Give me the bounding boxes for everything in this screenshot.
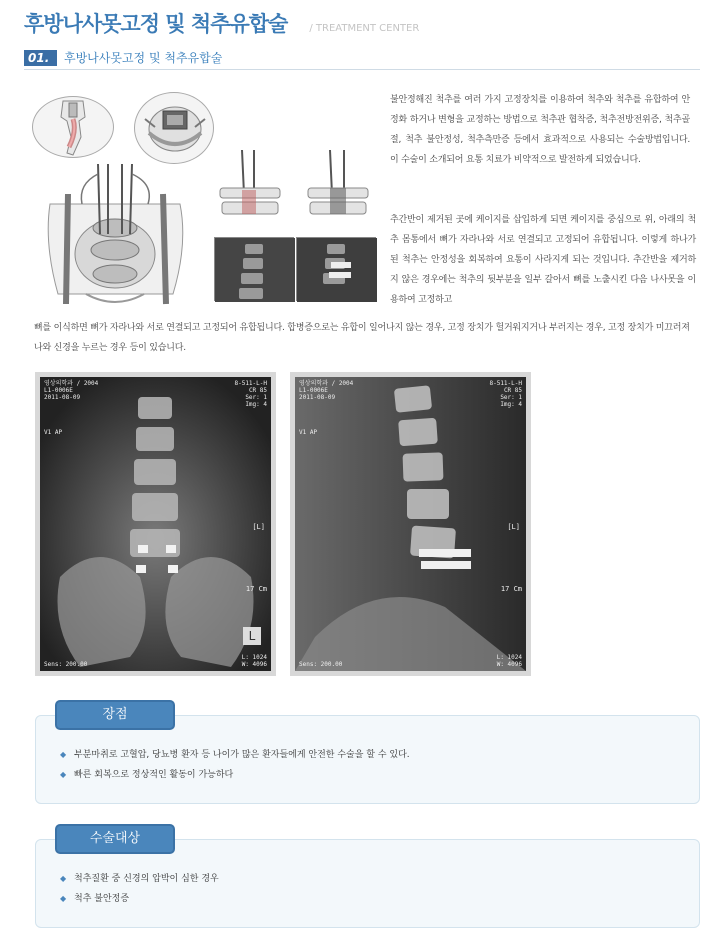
xray-right-meta-1: 영상의학과 / 2004: [299, 380, 354, 387]
bullet-icon: ◆: [60, 750, 67, 759]
screw-insertion-illustration-2: [302, 150, 374, 220]
xray-right-meta-6: Ser: 1: [500, 394, 522, 401]
indications-list: [58, 869, 219, 909]
vertebra-closeup-illustration-2: [134, 92, 214, 164]
list-item: [58, 745, 410, 765]
xray-right-footer-right-2: W: 4096: [496, 661, 522, 668]
page-title: 후방나사못고정 및 척추유합술: [24, 12, 288, 36]
cage-paragraph-end: 뼈를 이식하면 뼈가 자라나와 서로 연결되고 고정되어 유합됩니다. 합병증으로는 유합이 일어나지 않는 경우, 고정 장치가 헐거워지거나 부러지는 경우, 고정 장치가 미끄러져 나와 신경을 누르는 경우 등이 있습니다.: [34, 323, 690, 353]
page-subtitle: / TREATMENT CENTER: [309, 23, 420, 34]
xray-left-side-label: [L]: [252, 523, 265, 531]
xray-right-footer-left: Sens: 200.00: [299, 661, 343, 668]
xray-right-meta-7: Img: 4: [500, 401, 522, 408]
indication-text-2: 척추 불안정증: [74, 894, 130, 904]
xray-right-meta-2: L1-0006E: [299, 387, 328, 394]
xray-left-scale-label: 17 Cm: [245, 585, 267, 593]
xray-right-meta-3: 2011-08-09: [299, 394, 336, 401]
xray-left-meta-4: 8-511-L-H: [234, 380, 267, 387]
surgery-field-illustration: [38, 164, 193, 314]
section-header: [24, 48, 700, 70]
xray-right-footer-right-1: L: 1024: [496, 654, 522, 661]
xray-left-meta-3: 2011-08-09: [44, 394, 81, 401]
xray-left-meta-1: 영상의학과 / 2004: [44, 380, 99, 387]
xray-left-view-label: V1 AP: [44, 429, 63, 436]
xray-right-view-label: V1 AP: [299, 429, 318, 436]
xray-left-footer-right-2: W: 4096: [241, 661, 267, 668]
xray-right-meta-5: CR 85: [503, 387, 522, 394]
screw-insertion-illustration-1: [214, 150, 286, 220]
advantages-list: [58, 745, 410, 785]
xray-left-meta-5: CR 85: [248, 387, 267, 394]
page-header: [24, 8, 419, 38]
indication-text-1: 척추질환 중 신경의 압박이 심한 경우: [74, 874, 219, 884]
xray-left-side-marker: L: [243, 627, 261, 645]
xray-thumbnail-1: [214, 237, 294, 301]
bullet-icon: ◆: [60, 874, 67, 883]
xray-ap-view: [35, 372, 276, 676]
intro-paragraph: 불안정해진 척추를 여러 가지 고정장치를 이용하여 척추와 척추를 유합하여 안정화 하거나 변형을 교정하는 방법으로 척추관 협착증, 척추전방전위증, 척추골절, 척추 불안정성, 척추측만증 등에서 효과적으로 사용되는 수술방법입니다. 이 수술이 소개되어 요통 치료가 비약적으로 발전하게 되었습니다.: [390, 95, 690, 165]
advantage-text-2: 빠른 회복으로 정상적인 활동이 가능하다: [74, 770, 234, 780]
section-number: 01.: [24, 50, 57, 66]
xray-right-scale-label: 17 Cm: [500, 585, 522, 593]
advantage-text-1: 부분마취로 고혈압, 당뇨병 환자 등 나이가 많은 환자들에게 안전한 수술을 할 수 있다.: [74, 750, 410, 760]
xray-right-side-label: [L]: [507, 523, 520, 531]
xray-left-meta-7: Img: 4: [245, 401, 267, 408]
xray-left-meta-2: L1-0006E: [44, 387, 73, 394]
xray-left-meta-6: Ser: 1: [245, 394, 267, 401]
bullet-icon: ◆: [60, 770, 67, 779]
xray-left-footer-left: Sens: 200.00: [44, 661, 88, 668]
indications-label: 수술대상: [55, 824, 175, 854]
bullet-icon: ◆: [60, 894, 67, 903]
xray-right-meta-4: 8-511-L-H: [489, 380, 522, 387]
xray-left-footer-right-1: L: 1024: [241, 654, 267, 661]
xray-thumbnail-2: [296, 237, 376, 301]
vertebra-closeup-illustration-1: [32, 96, 114, 158]
advantages-label: 장점: [55, 700, 175, 730]
section-title: 후방나사못고정 및 척추유합술: [64, 51, 223, 65]
list-item: [58, 765, 410, 785]
list-item: [58, 889, 219, 909]
list-item: [58, 869, 219, 889]
cage-paragraph-start: 추간반이 제거된 곳에 케이지를 삽입하게 되면 케이지를 중심으로 위, 아래의 척추 몸통에서 뼈가 자라나와 서로 연결되고 고정되어 유합됩니다. 이렇게 하나가된 척추는 안정성을 회복하여 요통이 사라지게 되는 것입니다. 추간반을 제거하지 않은 경우에는 척추의 뒷부분을 일부 갈아서 뼈를 노출시킨 다음 나사못을 이용하여 고정하고: [390, 215, 696, 305]
xray-lateral-view: [290, 372, 531, 676]
